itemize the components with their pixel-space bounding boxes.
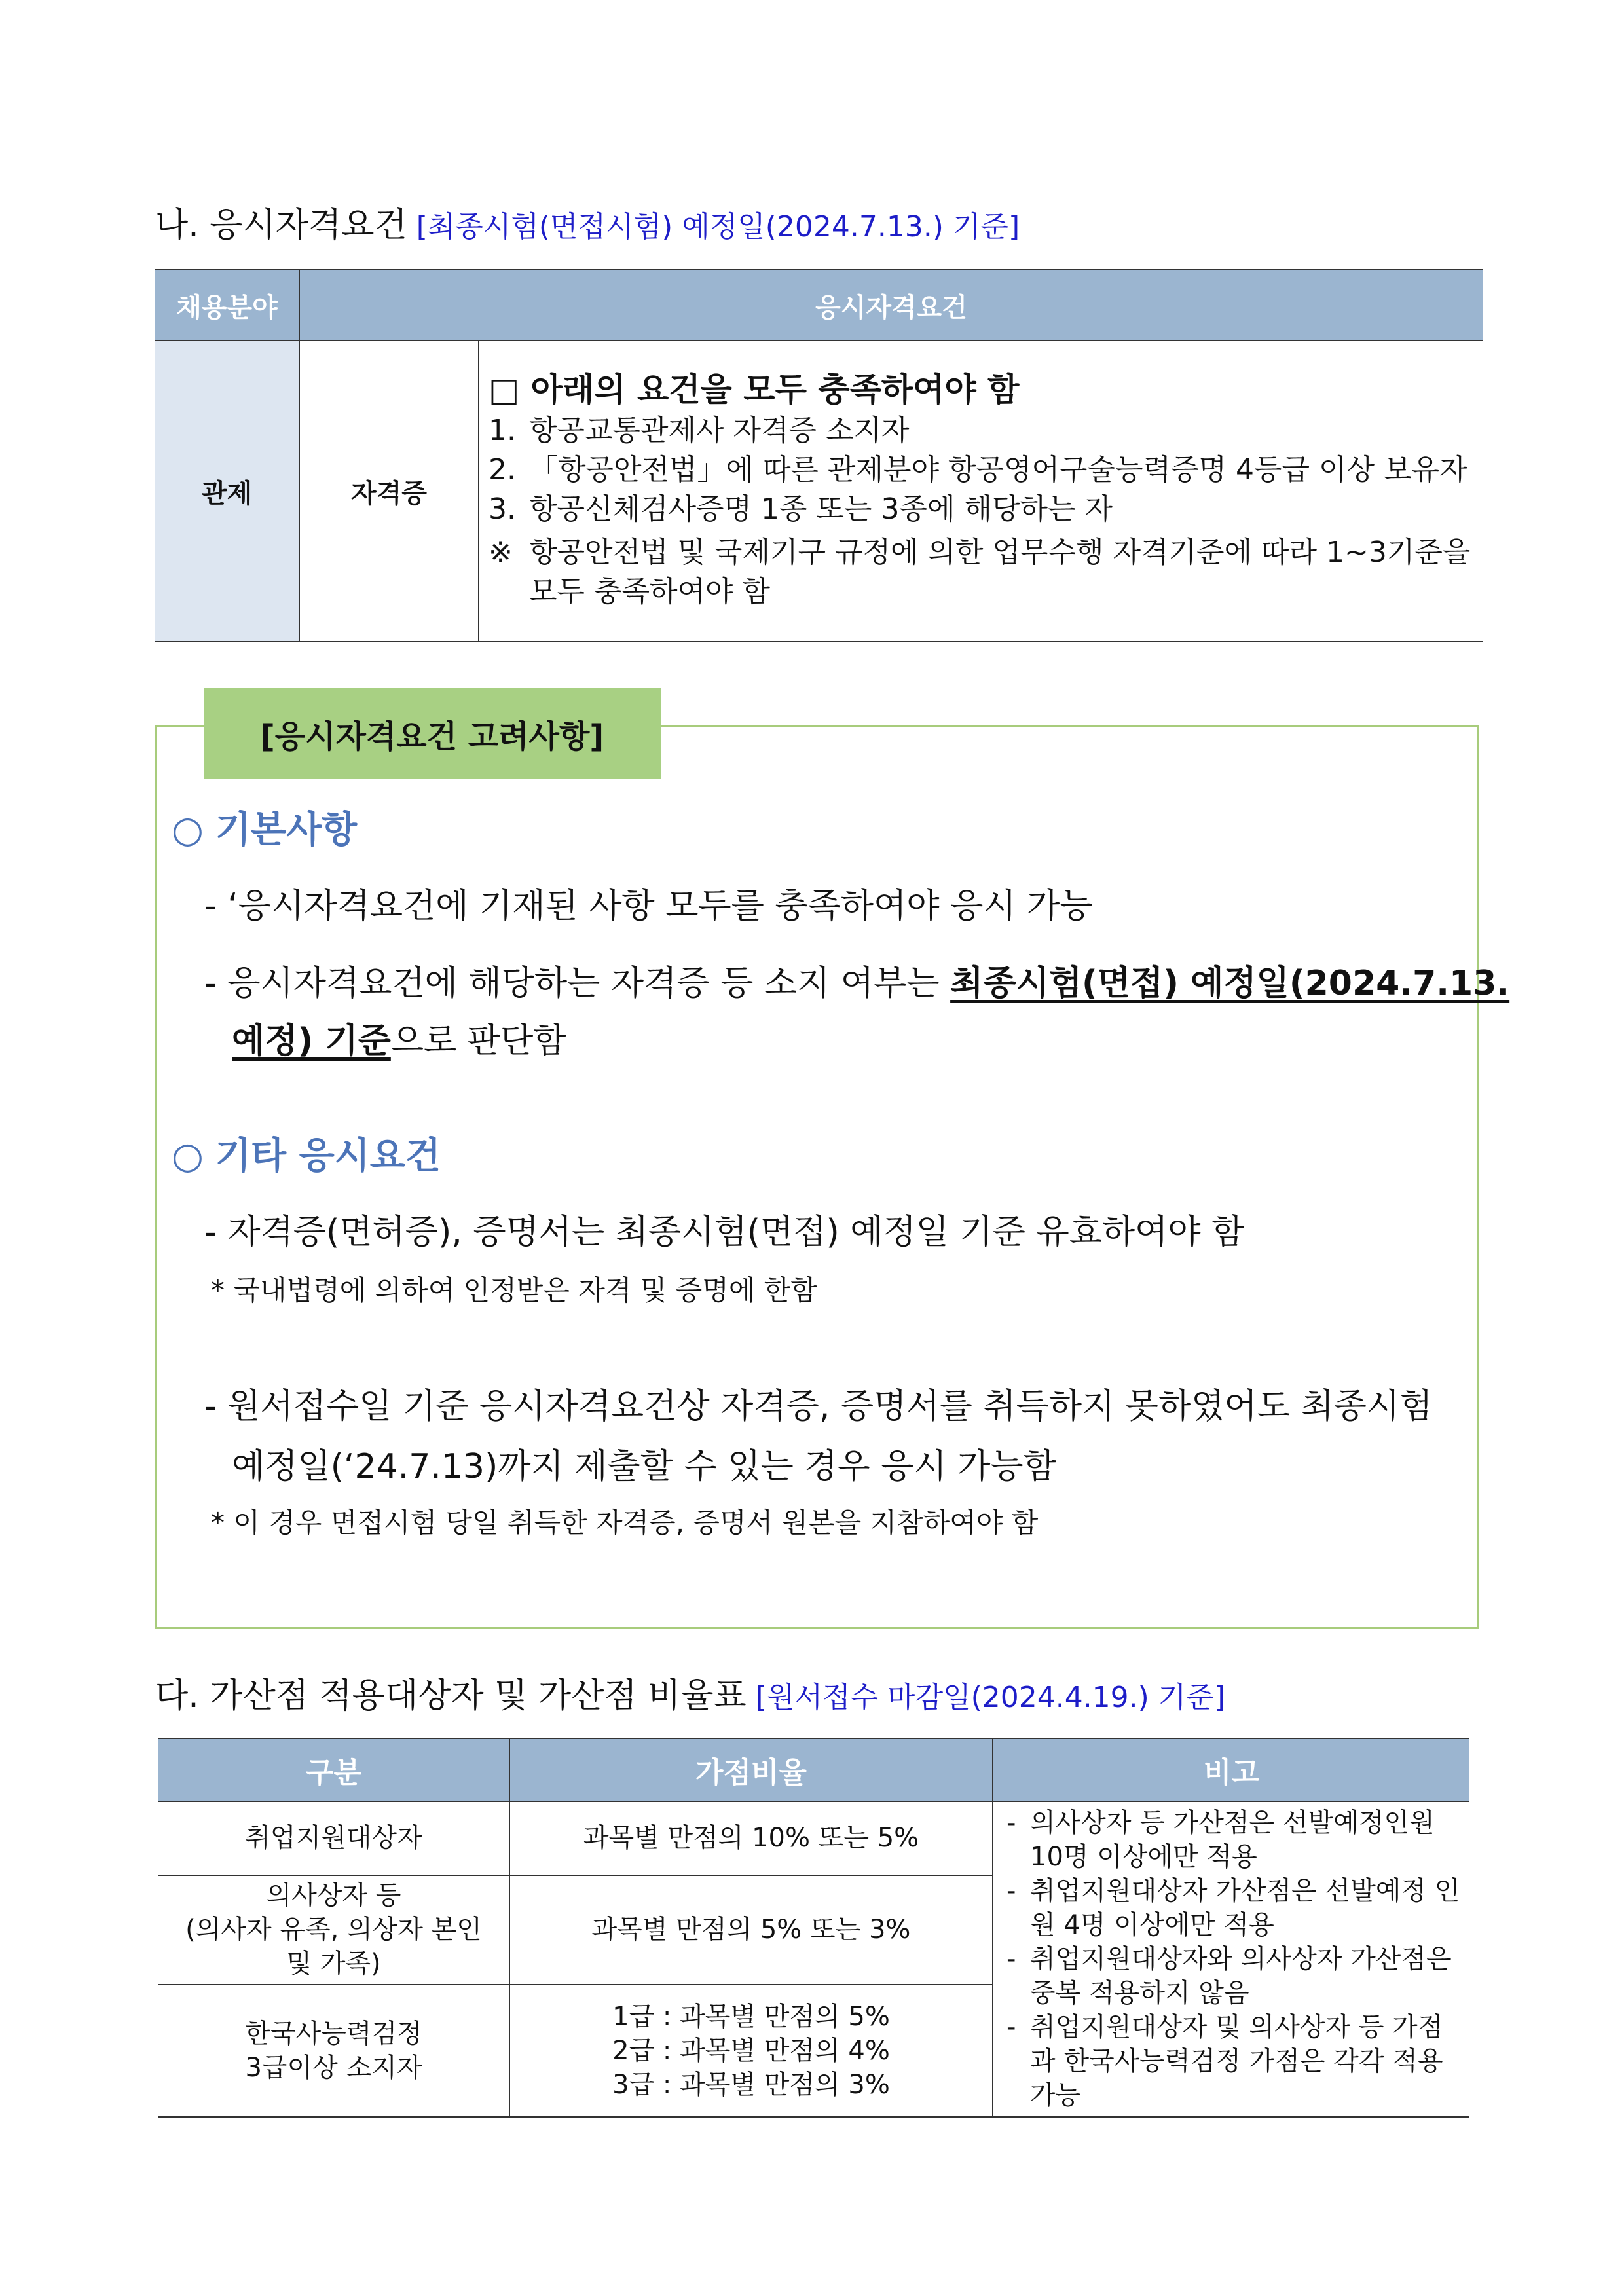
requirement-heading: □ 아래의 요건을 모두 충족하여야 함 [489, 371, 1020, 409]
requirement-item [489, 450, 1475, 490]
emphasis-text: 최종시험(면접) 예정일(2024.7.13. [950, 964, 1510, 1003]
item-number: 2. [489, 453, 516, 487]
section-da-title [155, 1676, 1225, 1716]
circle-bullet: ○ [172, 809, 204, 851]
rate-cell [509, 1985, 993, 2117]
other-footnote-2: * 이 경우 면접시험 당일 취득한 자격증, 증명서 원본을 지참하여야 함 [211, 1507, 1039, 1539]
other-line-2: - 원서접수일 기준 응시자격요건상 자격증, 증명서를 취득하지 못하였어도 최종시험 [204, 1387, 1433, 1426]
header-category: 구분 [158, 1738, 509, 1801]
group-cell [158, 1985, 509, 2117]
group-text: 3급이상 소지자 [245, 2052, 422, 2083]
item-text: 「항공안전법」에 따른 관제분야 항공영어구술능력증명 4등급 이상 보유자 [529, 453, 1467, 487]
header-remarks: 비고 [993, 1738, 1469, 1801]
subhead-text: 기타 응시요건 [215, 1135, 441, 1177]
remark-item: - 의사상자 등 가산점은 선발예정인원 10명 이상에만 적용 [1006, 1806, 1460, 1874]
section-note: [원서접수 마감일(2024.4.19.) 기준] [755, 1681, 1225, 1714]
other-line-3: 예정일(‘24.7.13)까지 제출할 수 있는 경우 응시 가능함 [232, 1447, 1056, 1486]
note-text: 항공안전법 및 국제기구 규정에 의한 업무수행 자격기준에 따라 1∼3기준을 모두 충족하여야 함 [529, 536, 1471, 608]
eligibility-table [155, 269, 1483, 642]
other-subhead [172, 1135, 441, 1177]
considerations-box [155, 725, 1479, 1629]
header-requirements: 응시자격요건 [299, 270, 1483, 340]
remark-item: - 취업지원대상자 가산점은 선발예정 인원 4명 이상에만 적용 [1006, 1874, 1460, 1942]
table-row [158, 1801, 1469, 1875]
considerations-label: [응시자격요건 고려사항] [204, 688, 661, 779]
basic-subhead [172, 809, 358, 851]
rate-text: 1급 : 과목별 만점의 5% [612, 2001, 890, 2032]
remark-text: 취업지원대상자 및 의사상자 등 가점과 한국사능력검정 가점은 각각 적용가능 [1030, 2012, 1443, 2110]
group-cell [158, 1801, 509, 1875]
table-header-row [155, 270, 1483, 340]
group-text: 취업지원대상자 [245, 1823, 422, 1854]
group-text: (의사자 유족, 의상자 본인 [185, 1915, 482, 1945]
requirement-item [489, 411, 1475, 450]
rate-cell [509, 1801, 993, 1875]
rate-cell [509, 1875, 993, 1985]
table-row [155, 340, 1483, 642]
item-text: 항공교통관제사 자격증 소지자 [529, 414, 910, 447]
section-note: [최종시험(면접시험) 예정일(2024.7.13.) 기준] [416, 210, 1020, 244]
field-cell: 관제 [155, 340, 299, 642]
group-text: 의사상자 등 [266, 1881, 401, 1911]
rate-text: 2급 : 과목별 만점의 4% [612, 2035, 890, 2066]
line-text: - 응시자격요건에 해당하는 자격증 등 소지 여부는 [204, 964, 951, 1003]
other-footnote-1: * 국내법령에 의하여 인정받은 자격 및 증명에 한함 [211, 1274, 817, 1306]
bonus-points-table [158, 1738, 1469, 2118]
item-number: 3. [489, 492, 516, 526]
section-title-text: 다. 가산점 적용대상자 및 가산점 비율표 [155, 1676, 747, 1716]
remark-item: - 취업지원대상자 및 의사상자 등 가점과 한국사능력검정 가점은 각각 적용가능 [1006, 2010, 1460, 2112]
requirement-note [489, 533, 1475, 612]
remark-text: 취업지원대상자와 의사상자 가산점은 중복 적용하지 않음 [1030, 1944, 1452, 2008]
remarks-cell [993, 1801, 1469, 2117]
basic-line-1: - ‘응시자격요건에 기재된 사항 모두를 충족하여야 응시 가능 [204, 887, 1093, 926]
table-header-row [158, 1738, 1469, 1801]
subhead-text: 기본사항 [215, 809, 358, 851]
rate-text: 3급 : 과목별 만점의 3% [612, 2069, 890, 2100]
note-mark: ※ [489, 536, 513, 569]
remark-item: - 취업지원대상자와 의사상자 가산점은 중복 적용하지 않음 [1006, 1942, 1460, 2010]
header-field: 채용분야 [155, 270, 299, 340]
remark-text: 의사상자 등 가산점은 선발예정인원 10명 이상에만 적용 [1030, 1808, 1435, 1872]
remark-text: 취업지원대상자 가산점은 선발예정 인원 4명 이상에만 적용 [1030, 1876, 1460, 1940]
category-cell: 자격증 [299, 340, 479, 642]
line-text: 으로 판단함 [390, 1021, 566, 1061]
group-text: 및 가족) [286, 1949, 381, 1979]
item-text: 항공신체검사증명 1종 또는 3종에 해당하는 자 [529, 492, 1113, 526]
section-title-text: 나. 응시자격요건 [155, 206, 407, 245]
emphasis-text: 예정) 기준 [232, 1021, 391, 1061]
group-text: 한국사능력검정 [245, 2018, 422, 2049]
item-number: 1. [489, 414, 516, 447]
requirement-item [489, 490, 1475, 529]
circle-bullet: ○ [172, 1135, 204, 1177]
header-rate: 가점비율 [509, 1738, 993, 1801]
rate-text: 과목별 만점의 10% 또는 5% [583, 1823, 919, 1854]
section-na-title [155, 206, 1020, 245]
basic-line-3 [232, 1021, 566, 1061]
rate-text: 과목별 만점의 5% 또는 3% [591, 1915, 911, 1945]
basic-line-2 [204, 966, 1509, 1001]
group-cell [158, 1875, 509, 1985]
other-line-1: - 자격증(면허증), 증명서는 최종시험(면접) 예정일 기준 유효하여야 함 [204, 1213, 1245, 1252]
requirements-cell [479, 340, 1483, 642]
